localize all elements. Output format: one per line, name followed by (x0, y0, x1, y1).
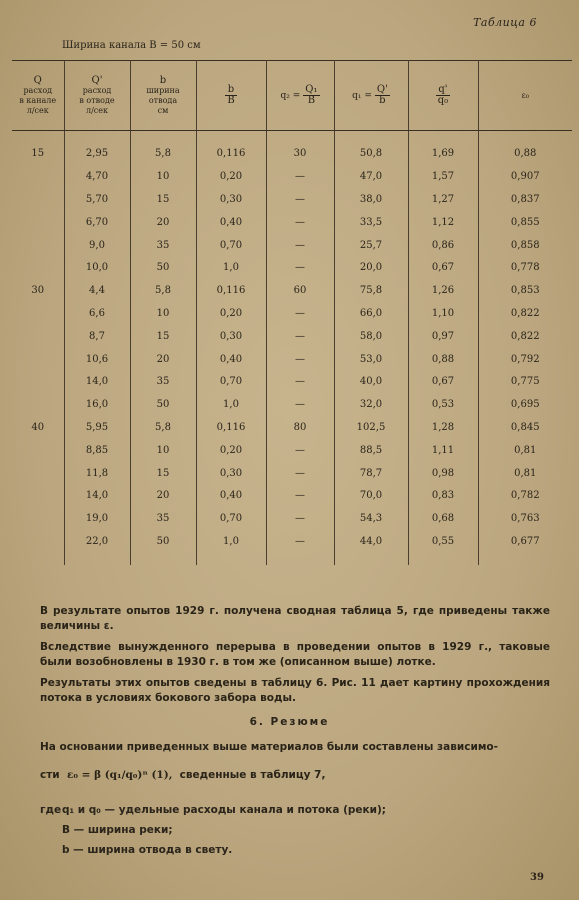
page-number: 39 (530, 872, 544, 883)
table-row (12, 530, 572, 553)
table-cell-ratio: 1,11 (408, 439, 478, 462)
table-cell-Qp: 5,95 (64, 416, 130, 439)
table-cell-e: 0,782 (478, 484, 572, 507)
header-Q: Q расход в канале л/сек (12, 61, 64, 131)
table-cell-bB: 0,20 (196, 439, 266, 462)
table-cell-Qp: 6,70 (64, 211, 130, 234)
table-cell-e: 0,763 (478, 507, 572, 530)
table-cell-e: 0,858 (478, 234, 572, 257)
table-cell-Qe: 30 (266, 143, 334, 166)
table-cell-Qe: — (266, 393, 334, 416)
table-cell-b: 35 (130, 370, 196, 393)
table-cell-q1: 66,0 (334, 302, 408, 325)
table-cell-Q (12, 256, 64, 279)
table-cell-e: 0,677 (478, 530, 572, 553)
table-cell-Q (12, 165, 64, 188)
table-cell-Qe: — (266, 462, 334, 485)
table-cell-Q (12, 234, 64, 257)
table-cell-Qe: — (266, 302, 334, 325)
table-cell-ratio: 0,53 (408, 393, 478, 416)
table-cell-bB: 0,40 (196, 211, 266, 234)
table-cell-bB: 1,0 (196, 256, 266, 279)
table-cell-Qe: — (266, 211, 334, 234)
table-cell-Qp: 11,8 (64, 462, 130, 485)
table-label: Таблица 6 (473, 16, 537, 29)
table-cell-q1: 47,0 (334, 165, 408, 188)
table-cell-b: 10 (130, 165, 196, 188)
table-cell-b: 50 (130, 393, 196, 416)
table-cell-q1: 70,0 (334, 484, 408, 507)
table-cell-bB: 0,30 (196, 325, 266, 348)
table-cell-bB: 1,0 (196, 393, 266, 416)
table-cell-ratio: 0,67 (408, 256, 478, 279)
table-row (12, 165, 572, 188)
table-cell-ratio: 0,97 (408, 325, 478, 348)
table-cell-q1: 53,0 (334, 348, 408, 371)
table-cell-ratio: 0,83 (408, 484, 478, 507)
table-row (12, 279, 572, 302)
table-row (12, 462, 572, 485)
table-cell-bB: 0,70 (196, 370, 266, 393)
table-cell-Q: 15 (12, 143, 64, 166)
table-caption: Ширина канала B = 50 см (62, 40, 201, 51)
table-cell-ratio: 1,57 (408, 165, 478, 188)
table-cell-Q (12, 393, 64, 416)
table-cell-Q (12, 507, 64, 530)
paragraph-1: В результате опытов 1929 г. получена сводная таблица 5, где приведены также величины ε. (40, 605, 550, 632)
table-row (12, 439, 572, 462)
table-cell-q1: 25,7 (334, 234, 408, 257)
table-cell-Q (12, 462, 64, 485)
table-cell-q1: 20,0 (334, 256, 408, 279)
table-cell-bB: 0,116 (196, 416, 266, 439)
table-cell-b: 10 (130, 302, 196, 325)
table-cell-Qe: — (266, 439, 334, 462)
header-b-over-B: $\frac{b}{B}$ (196, 61, 266, 131)
table-cell-b: 20 (130, 211, 196, 234)
table-row (12, 188, 572, 211)
table-cell-Qe: 80 (266, 416, 334, 439)
header-epsilon: ε₀ (478, 61, 572, 131)
header-b: b ширина отвода см (130, 61, 196, 131)
table-cell-Qp: 14,0 (64, 484, 130, 507)
table-cell-e: 0,837 (478, 188, 572, 211)
table-cell-q1: 38,0 (334, 188, 408, 211)
table-cell-Q (12, 530, 64, 553)
table-row (12, 211, 572, 234)
table-cell-bB: 0,70 (196, 234, 266, 257)
table-header-row (12, 61, 572, 131)
table-cell-Qe: — (266, 530, 334, 553)
header-qe: q₂ = $\frac{\text{Q₁}}{B}$ (266, 61, 334, 131)
table-cell-e: 0,853 (478, 279, 572, 302)
table-cell-Q (12, 439, 64, 462)
summary-line-1: На основании приведенных выше материалов были составлены зависимо- (40, 741, 498, 753)
table-cell-b: 15 (130, 325, 196, 348)
table-cell-b: 5,8 (130, 279, 196, 302)
formula: ε₀ = β (q₁/q₀)ⁿ (1), (66, 769, 173, 781)
table-row (12, 484, 572, 507)
table-cell-bB: 0,116 (196, 143, 266, 166)
table-cell-b: 20 (130, 348, 196, 371)
table-cell-q1: 33,5 (334, 211, 408, 234)
legend-item-b: b — ширина отвода в свету. (62, 844, 233, 856)
table-cell-e: 0,855 (478, 211, 572, 234)
table-cell-Q (12, 348, 64, 371)
table-cell-b: 10 (130, 439, 196, 462)
table-cell-Qp: 8,7 (64, 325, 130, 348)
table-cell-Qe: — (266, 370, 334, 393)
table-cell-bB: 0,40 (196, 484, 266, 507)
table-cell-Q (12, 370, 64, 393)
table-row (12, 370, 572, 393)
table-cell-ratio: 0,86 (408, 234, 478, 257)
paragraph-3: Результаты этих опытов сведены в таблицу 6. Рис. 11 дает картину прохождения потока в условиях бокового забора воды. (40, 677, 550, 704)
table-cell-Q: 30 (12, 279, 64, 302)
table-cell-b: 35 (130, 507, 196, 530)
table-cell-Qe: — (266, 507, 334, 530)
header-q1: q₁ = $\frac{Q'}{b}$ (334, 61, 408, 131)
table-cell-Qe: — (266, 325, 334, 348)
table-cell-Qe: — (266, 348, 334, 371)
table-cell-q1: 40,0 (334, 370, 408, 393)
table-cell-q1: 54,3 (334, 507, 408, 530)
section-heading: 6. Резюме (249, 716, 330, 728)
table-cell-bB: 0,30 (196, 188, 266, 211)
table-cell-b: 15 (130, 188, 196, 211)
table-row (12, 393, 572, 416)
table-cell-q1: 88,5 (334, 439, 408, 462)
paragraph-2: Вследствие вынужденного перерыва в проведении опытов в 1929 г., таковые были возобновлены в 1930 г. в том же (описанном выше) лотке. (40, 641, 550, 668)
table-cell-ratio: 0,67 (408, 370, 478, 393)
table-cell-Qp: 19,0 (64, 507, 130, 530)
table-cell-bB: 0,30 (196, 462, 266, 485)
table-cell-ratio: 0,88 (408, 348, 478, 371)
table-cell-b: 50 (130, 530, 196, 553)
table-cell-bB: 0,40 (196, 348, 266, 371)
table-cell-b: 20 (130, 484, 196, 507)
table-cell-e: 0,822 (478, 325, 572, 348)
table-cell-ratio: 1,27 (408, 188, 478, 211)
table-cell-bB: 0,116 (196, 279, 266, 302)
table-cell-bB: 0,20 (196, 165, 266, 188)
table-cell-b: 5,8 (130, 143, 196, 166)
table-cell-e: 0,822 (478, 302, 572, 325)
table-cell-Qp: 14,0 (64, 370, 130, 393)
table-cell-q1: 44,0 (334, 530, 408, 553)
header-ratio: $\frac{q'}{\text{q₀}}$ (408, 61, 478, 131)
table-cell-bB: 1,0 (196, 530, 266, 553)
table-cell-e: 0,775 (478, 370, 572, 393)
summary-line-2: сти ε₀ = β (q₁/q₀)ⁿ (1), сведенные в таблицу 7, (40, 769, 326, 781)
table-cell-Qe: — (266, 484, 334, 507)
table-cell-e: 0,695 (478, 393, 572, 416)
table-cell-e: 0,81 (478, 439, 572, 462)
table-row (12, 507, 572, 530)
data-table (12, 60, 572, 565)
table-cell-Qp: 6,6 (64, 302, 130, 325)
table-cell-Qp: 4,70 (64, 165, 130, 188)
table-cell-Q (12, 188, 64, 211)
table-cell-ratio: 1,28 (408, 416, 478, 439)
table-cell-ratio: 1,69 (408, 143, 478, 166)
table-cell-ratio: 1,26 (408, 279, 478, 302)
table-cell-Q (12, 484, 64, 507)
table-cell-q1: 78,7 (334, 462, 408, 485)
table-cell-ratio: 1,12 (408, 211, 478, 234)
table-cell-ratio: 0,68 (408, 507, 478, 530)
table-cell-b: 50 (130, 256, 196, 279)
table-cell-e: 0,88 (478, 143, 572, 166)
table-row (12, 234, 572, 257)
table-cell-Qp: 10,0 (64, 256, 130, 279)
table-cell-e: 0,792 (478, 348, 572, 371)
table-cell-Qe: — (266, 234, 334, 257)
table-cell-Qp: 22,0 (64, 530, 130, 553)
table-cell-b: 35 (130, 234, 196, 257)
where-label: где (40, 804, 62, 816)
table-cell-Qe: — (266, 256, 334, 279)
table-row (12, 302, 572, 325)
table-cell-e: 0,81 (478, 462, 572, 485)
table-cell-bB: 0,20 (196, 302, 266, 325)
table-row (12, 143, 572, 166)
table-cell-q1: 32,0 (334, 393, 408, 416)
table-cell-bB: 0,70 (196, 507, 266, 530)
table-row (12, 256, 572, 279)
table-cell-q1: 58,0 (334, 325, 408, 348)
table-cell-Qp: 2,95 (64, 143, 130, 166)
table-cell-ratio: 0,98 (408, 462, 478, 485)
legend-item-B: B — ширина реки; (62, 824, 173, 836)
table-cell-e: 0,907 (478, 165, 572, 188)
table-cell-Qp: 5,70 (64, 188, 130, 211)
table-cell-Q: 40 (12, 416, 64, 439)
table-cell-q1: 102,5 (334, 416, 408, 439)
table-row (12, 325, 572, 348)
table-cell-e: 0,778 (478, 256, 572, 279)
table-cell-Qp: 16,0 (64, 393, 130, 416)
table-cell-Q (12, 211, 64, 234)
table-cell-q1: 50,8 (334, 143, 408, 166)
table-cell-Qp: 8,85 (64, 439, 130, 462)
table-cell-Qp: 9,0 (64, 234, 130, 257)
table-cell-b: 5,8 (130, 416, 196, 439)
table-row (12, 348, 572, 371)
legend-item-q: q₁ и q₀ — удельные расходы канала и потока (реки); (62, 804, 387, 816)
table-row (12, 416, 572, 439)
table-cell-Qe: — (266, 165, 334, 188)
table-cell-Q (12, 302, 64, 325)
table-cell-Qp: 10,6 (64, 348, 130, 371)
table-cell-b: 15 (130, 462, 196, 485)
table-cell-ratio: 1,10 (408, 302, 478, 325)
table-cell-e: 0,845 (478, 416, 572, 439)
header-Qprime: Q' расход в отводе л/сек (64, 61, 130, 131)
table-cell-Qp: 4,4 (64, 279, 130, 302)
table-cell-Qe: — (266, 188, 334, 211)
table-cell-Q (12, 325, 64, 348)
table-cell-Qe: 60 (266, 279, 334, 302)
table-cell-ratio: 0,55 (408, 530, 478, 553)
table-cell-q1: 75,8 (334, 279, 408, 302)
